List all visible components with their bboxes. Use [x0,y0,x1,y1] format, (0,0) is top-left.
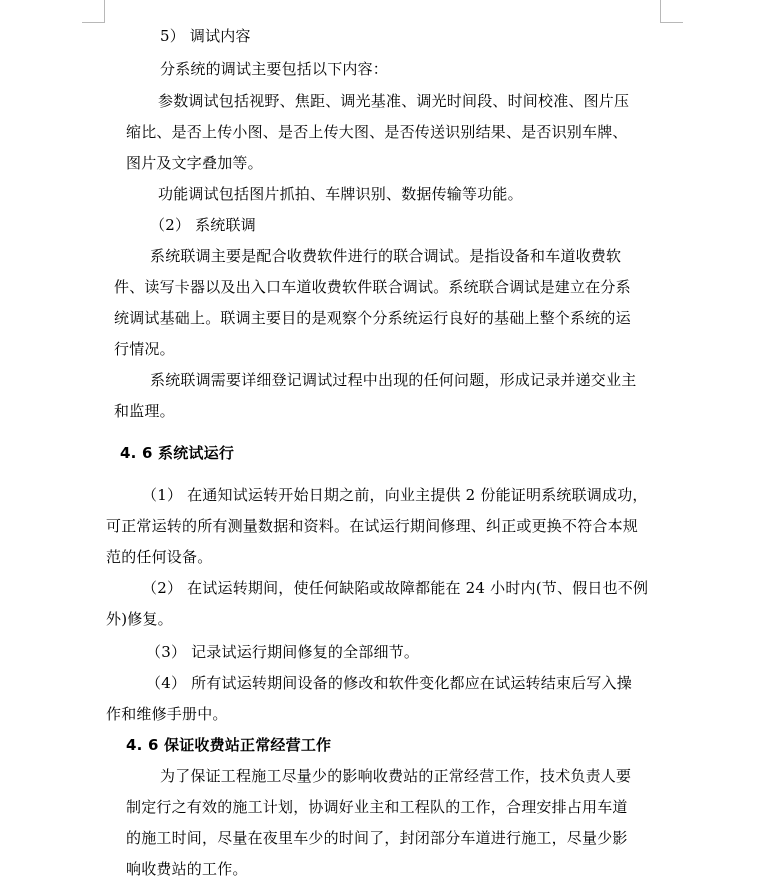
text-line: 可正常运转的所有测量数据和资料。在试运行期间修理、纠正或更换不符合本规 [106,517,639,535]
text-line: 和监理。 [114,402,175,420]
text-line: （1） 在通知试运转开始日期之前，向业主提供 2 份能证明系统联调成功， [142,486,648,504]
text-line: 系统联调主要是配合收费软件进行的联合调试。是指设备和车道收费软 [150,247,622,265]
text-line: 图片及文字叠加等。 [126,154,263,172]
text-line: 5） 调试内容 [160,27,251,45]
text-line: （4） 所有试运转期间设备的修改和软件变化都应在试运转结束后写入操 [146,674,632,692]
text-line: （2） 在试运转期间，使任何缺陷或故障都能在 24 小时内(节、假日也不例 [142,579,649,597]
page-corner-mark-left [82,0,105,23]
text-line: 件、读写卡器以及出入口车道收费软件联合调试。系统联合调试是建立在分系 [114,278,631,296]
text-line: 行情况。 [114,340,175,358]
section-heading: 4. 6 保证收费站正常经营工作 [126,736,332,754]
text-line: 功能调试包括图片抓拍、车牌识别、数据传输等功能。 [158,185,523,203]
text-line: 系统联调需要详细登记调试过程中出现的任何问题，形成记录并递交业主 [150,371,637,389]
page-corner-mark-right [660,0,683,23]
text-line: 分系统的调试主要包括以下内容： [160,60,389,78]
text-line: 范的任何设备。 [106,548,213,566]
text-line: 的施工时间，尽量在夜里车少的时间了，封闭部分车道进行施工，尽量少影 [126,829,628,847]
text-line: 参数调试包括视野、焦距、调光基准、调光时间段、时间校准、图片压 [158,92,630,110]
text-line: 为了保证工程施工尽量少的影响收费站的正常经营工作，技术负责人要 [160,767,632,785]
text-line: 外)修复。 [106,610,173,628]
section-heading: 4. 6 系统试运行 [120,444,235,462]
text-line: 制定行之有效的施工计划，协调好业主和工程队的工作，合理安排占用车道 [126,798,628,816]
text-line: （3） 记录试运行期间修复的全部细节。 [146,643,420,661]
text-line: 作和维修手册中。 [106,705,228,723]
section-subheading: （2） 系统联调 [150,216,256,234]
text-line: 统调试基础上。联调主要目的是观察个分系统运行良好的基础上整个系统的运 [114,309,631,327]
text-line: 缩比、是否上传小图、是否上传大图、是否传送识别结果、是否识别车牌、 [126,123,628,141]
text-line: 响收费站的工作。 [126,860,248,878]
